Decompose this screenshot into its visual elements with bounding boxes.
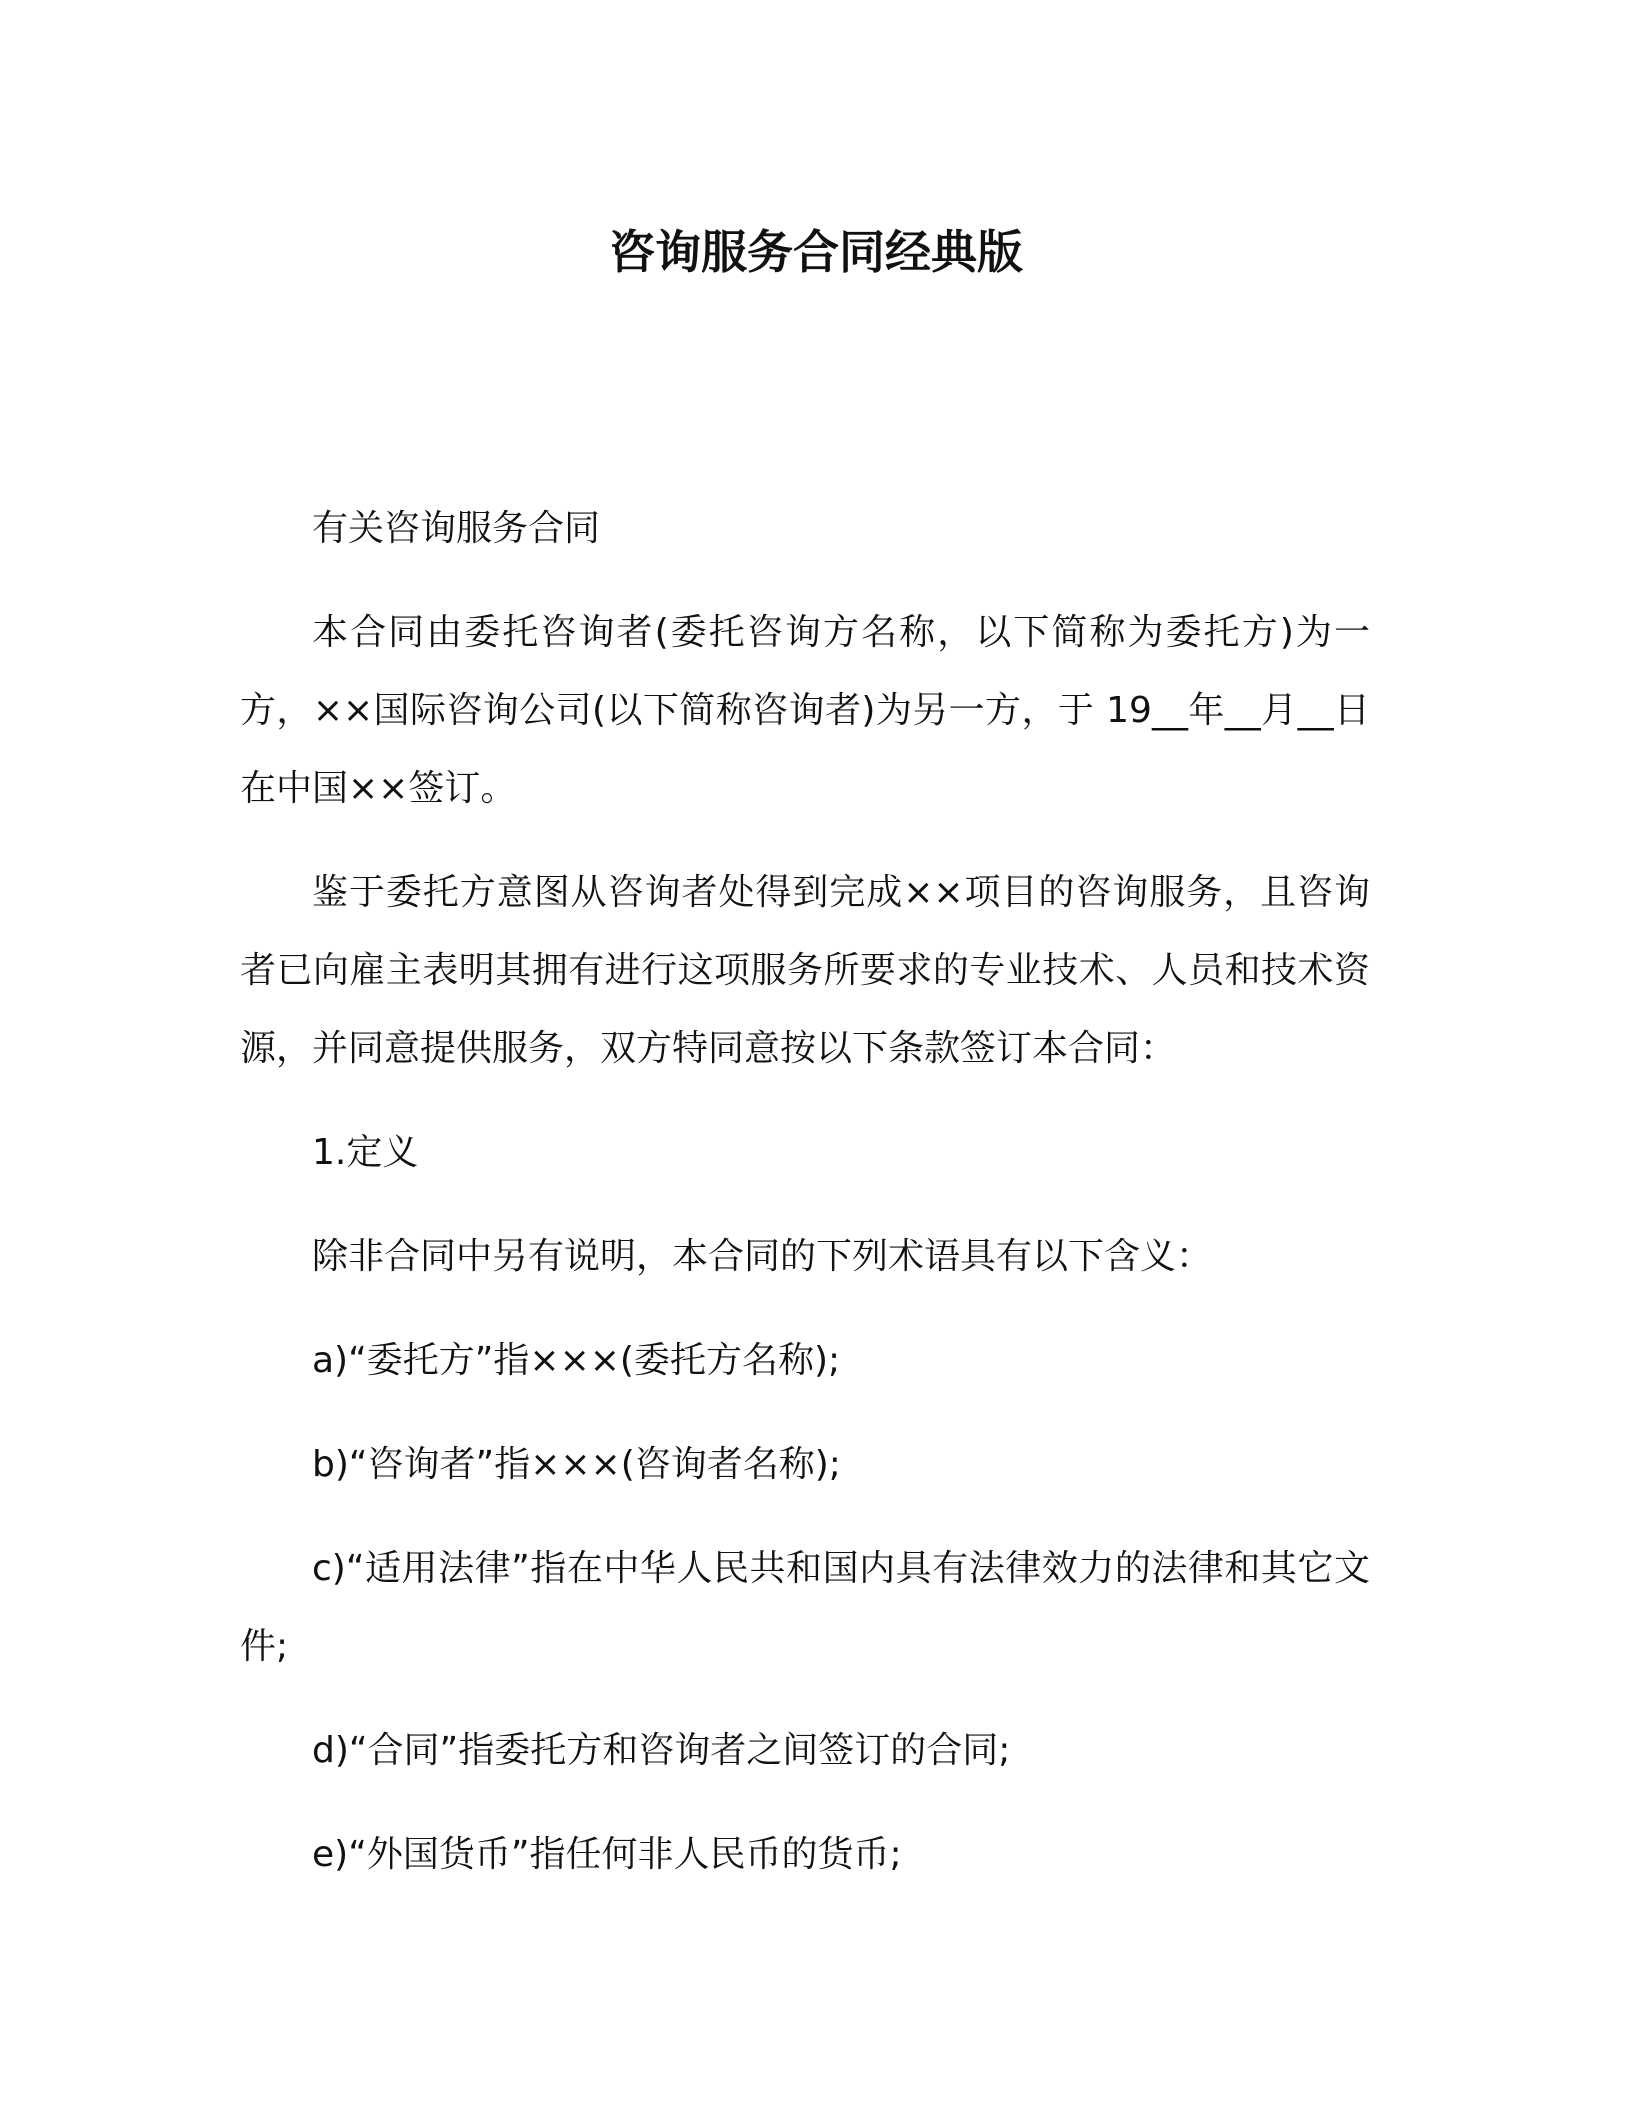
- definition-item-d: d)“合同”指委托方和咨询者之间签订的合同;: [312, 1730, 1011, 1771]
- definition-item-c: c)“适用法律”指在中华人民共和国内具有法律效力的法律和其它文件;: [240, 1548, 1370, 1667]
- paragraph-definitions-intro: 除非合同中另有说明，本合同的下列术语具有以下含义：: [312, 1236, 1213, 1277]
- document-body: [240, 490, 1370, 1920]
- paragraph-recital: 鉴于委托方意图从咨询者处得到完成××项目的咨询服务，且咨询者已向雇主表明其拥有进行这项服务所要求的专业技术、人员和技术资源，并同意提供服务，双方特同意按以下条款签订本合同：: [240, 872, 1370, 1069]
- paragraph-heading: 有关咨询服务合同: [312, 508, 601, 549]
- definition-item-a: a)“委托方”指×××(委托方名称);: [312, 1340, 841, 1381]
- document-title: 咨询服务合同经典版: [609, 225, 1023, 279]
- definition-item-e: e)“外国货币”指任何非人民币的货币;: [312, 1834, 902, 1875]
- definition-item-b: b)“咨询者”指×××(咨询者名称);: [312, 1444, 841, 1485]
- section-heading-definitions: 1.定义: [312, 1132, 419, 1173]
- paragraph-preamble: 本合同由委托咨询者(委托咨询方名称，以下简称为委托方)为一方，××国际咨询公司(以下简称咨询者)为另一方，于 19__年__月__日在中国××签订。: [240, 612, 1370, 809]
